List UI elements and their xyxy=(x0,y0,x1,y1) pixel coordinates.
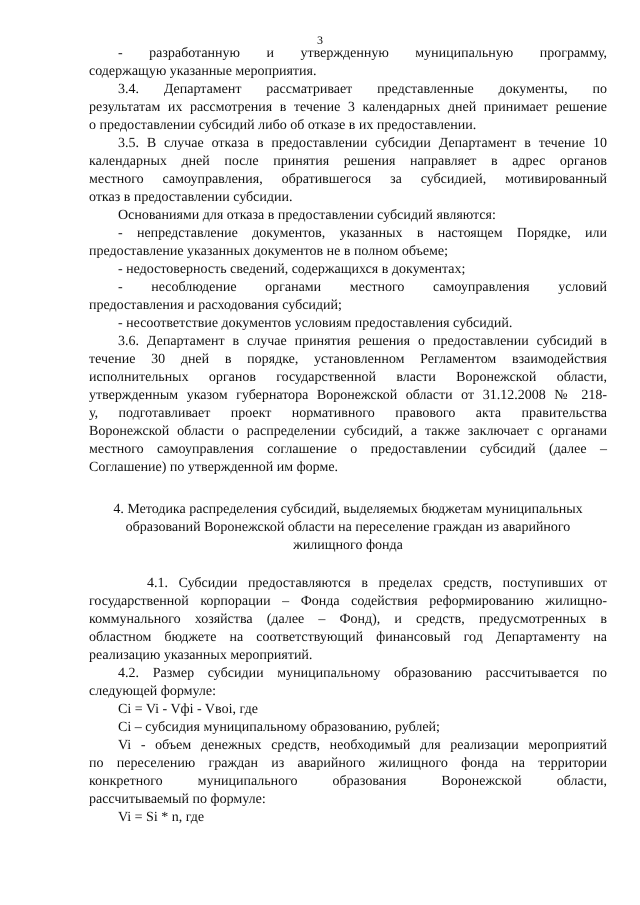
text-line: содержащую указанные мероприятия. xyxy=(89,64,317,79)
text-line: отказ в предоставлении субсидии. xyxy=(89,190,293,205)
text-line: - разработанную и утвержденную муниципальную программу, xyxy=(118,46,607,61)
text-line: 3.6. Департамент в случае принятия решения о предоставлении субсидий в xyxy=(118,334,607,349)
text-line: Основаниями для отказа в предоставлении субсидий являются: xyxy=(118,208,496,223)
text-line: - несоблюдение органами местного самоуправления условий xyxy=(118,280,607,295)
page-number: 3 xyxy=(317,33,323,47)
text-line: Ci – субсидия муниципальному образованию, рублей; xyxy=(118,720,440,735)
text-line: предоставление указанных документов не в полном объеме; xyxy=(89,244,449,259)
text-line: исполнительных органов государственной власти Воронежской области, xyxy=(89,370,607,385)
text-line: государственной корпорации – Фонда содействия реформированию жилищно- xyxy=(89,594,607,609)
text-line: 4.2. Размер субсидии муниципальному образованию рассчитывается по xyxy=(118,666,607,681)
text-line: о предоставлении субсидий либо об отказе в их предоставлении. xyxy=(89,118,477,133)
formula-line: Ci = Vi - Vфi - Vвoi, где xyxy=(118,702,258,717)
section-heading: жилищного фонда xyxy=(293,538,403,553)
text-line: Воронежской области о распределении субсидий, а также заключает с органами xyxy=(89,424,607,439)
text-line: областном бюджете на соответствующий финансовый год Департаменту на xyxy=(89,630,607,645)
text-line: - недостоверность сведений, содержащихся в документах; xyxy=(118,262,466,277)
text-line: коммунального хозяйства (далее – Фонд), и средств, предусмотренных в xyxy=(89,612,607,627)
formula-line: Vi = Si * n, где xyxy=(118,810,205,825)
text-line: следующей формуле: xyxy=(89,684,216,699)
text-line: 3.4. Департамент рассматривает представленные документы, по xyxy=(118,82,607,97)
section-heading: 4. Методика распределения субсидий, выделяемых бюджетам муниципальных xyxy=(113,502,583,517)
text-line: утвержденным указом губернатора Воронежской области от 31.12.2008 № 218- xyxy=(89,388,607,403)
text-line: у, подготавливает проект нормативного правового акта правительства xyxy=(89,406,607,421)
text-line: Vi - объем денежных средств, необходимый для реализации мероприятий xyxy=(118,738,607,753)
text-line: - несоответствие документов условиям предоставления субсидий. xyxy=(118,316,513,331)
text-line: 3.5. В случае отказа в предоставлении субсидии Департамент в течение 10 xyxy=(118,136,607,151)
text-line: по переселению граждан из аварийного жилищного фонда на территории xyxy=(89,756,607,771)
text-line: местного самоуправления соглашение о предоставлении субсидий (далее – xyxy=(89,442,607,457)
section-heading: образований Воронежской области на переселение граждан из аварийного xyxy=(125,520,571,535)
text-line: течение 30 дней в порядке, установленном Регламентом взаимодействия xyxy=(89,352,607,367)
text-line: календарных дней после принятия решения направляет в адрес органов xyxy=(89,154,607,169)
text-line: конкретного муниципального образования Воронежской области, xyxy=(89,774,607,789)
text-line: местного самоуправления, обратившегося за субсидией, мотивированный xyxy=(89,172,607,187)
text-line: результатам их рассмотрения в течение 3 календарных дней принимает решение xyxy=(89,100,607,115)
text-line: предоставления и расходования субсидий; xyxy=(89,298,342,313)
text-line: 4.1. Субсидии предоставляются в пределах средств, поступивших от xyxy=(147,576,607,591)
text-line: реализацию указанных мероприятий. xyxy=(89,648,313,663)
text-line: - непредставление документов, указанных в настоящем Порядке, или xyxy=(118,226,607,241)
text-line: рассчитываемый по формуле: xyxy=(89,792,266,807)
text-line: Соглашение) по утвержденной им форме. xyxy=(89,460,339,475)
